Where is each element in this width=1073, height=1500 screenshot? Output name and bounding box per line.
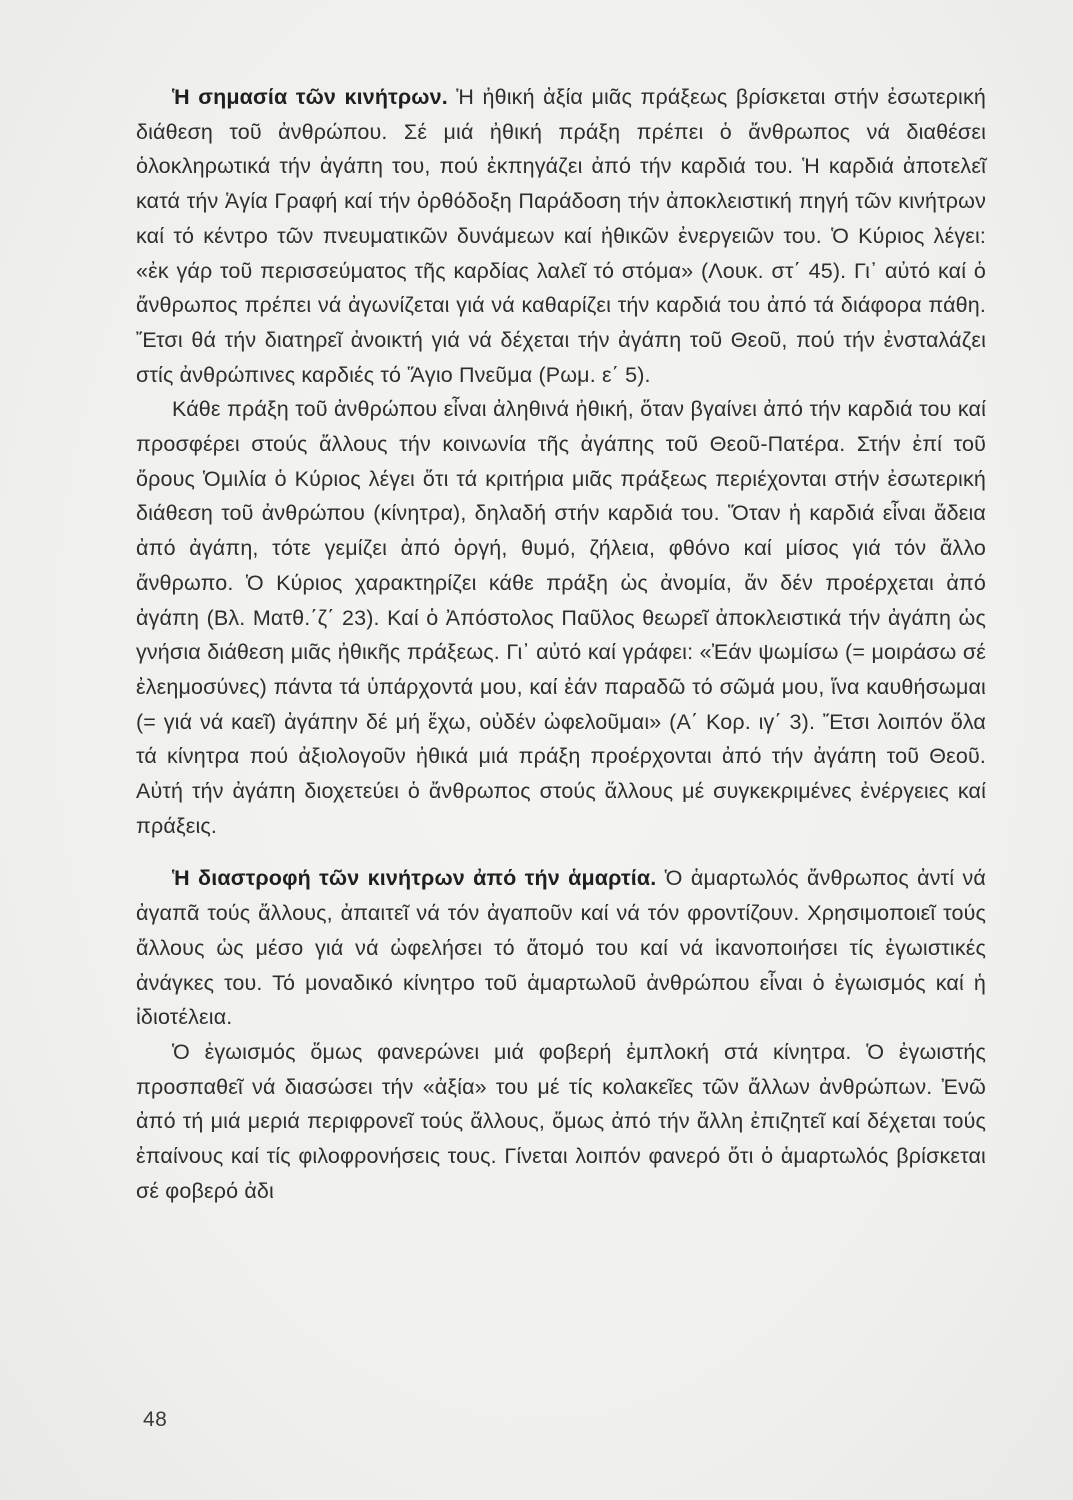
paragraph-egoism: [136, 1035, 986, 1209]
paragraph-text: Ὁ ἐγωισμός ὅμως φανερώνει μιά φοβερή ἐμπλοκή στά κίνητρα. Ὁ ἐγωιστής προσπαθεῖ νά διασώσει τήν «ἀξία» του μέ τίς κολακεῖες τῶν ἄλλων ἀνθρώπων. Ἐνῶ ἀπό τή μιά μεριά περιφρονεῖ τούς ἄλλους, ὅμως ἀπό τήν ἄλλη ἐπιζητεῖ καί δέχεται τούς ἐπαίνους καί τίς φιλοφρονήσεις τους. Γίνεται λοιπόν φανερό ὅτι ὁ ἁμαρτωλός βρίσκεται σέ φοβερό ἀδι: [136, 1039, 986, 1203]
section-heading-motives-distortion: Ἡ διαστροφή τῶν κινήτρων ἀπό τήν ἁμαρτία.: [172, 866, 657, 891]
paragraph-motives-importance: [136, 80, 986, 392]
paragraph-motives-distortion: [136, 861, 986, 1035]
page-number: 48: [143, 1408, 168, 1431]
paragraph-true-ethics: [136, 392, 986, 843]
body-text: [136, 80, 986, 1209]
paragraph-text: Κάθε πράξη τοῦ ἀνθρώπου εἶναι ἀληθινά ἠθική, ὅταν βγαίνει ἀπό τήν καρδιά του καί προσφέρει στούς ἄλλους τήν κοινωνία τῆς ἀγάπης τοῦ Θεοῦ-Πατέρα. Στήν ἐπί τοῦ ὄρους Ὁμιλία ὁ Κύριος λέγει ὅτι τά κριτήρια μιᾶς πράξεως περιέχονται στήν ἐσωτερική διάθεση τοῦ ἀνθρώπου (κίνητρα), δηλαδή στήν καρδιά του. Ὅταν ἡ καρδιά εἶναι ἄδεια ἀπό ἀγάπη, τότε γεμίζει ἀπό ὀργή, θυμό, ζήλεια, φθόνο καί μίσος γιά τόν ἄλλο ἄνθρωπο. Ὁ Κύριος χαρακτηρίζει κάθε πράξη ὡς ἀνομία, ἄν δέν προέρχεται ἀπό ἀγάπη (Βλ. Ματθ.΄ζ΄ 23). Καί ὁ Ἀπόστολος Παῦλος θεωρεῖ ἀποκλειστικά τήν ἀγάπη ὡς γνήσια διάθεση μιᾶς ἠθικῆς πράξεως. Γι᾿ αὐτό καί γράφει: «Ἐάν ψωμίσω (= μοιράσω σέ ἐλεημοσύνες) πάντα τά ὑπάρχοντά μου, καί ἐάν παραδῶ τό σῶμά μου, ἵνα καυθήσωμαι (= γιά νά καεῖ) ἀγάπην δέ μή ἔχω, οὐδέν ὠφελοῦμαι» (Α΄ Κορ. ιγ΄ 3). Ἔτσι λοιπόν ὅλα τά κίνητρα πού ἀξιολογοῦν ἠθικά μιά πράξη προέρχονται ἀπό τήν ἀγάπη τοῦ Θεοῦ. Αὐτή τήν ἀγάπη διοχετεύει ὁ ἄνθρωπος στούς ἄλλους μέ συγκεκριμένες ἐνέργειες καί πράξεις.: [136, 397, 986, 838]
paragraph-text: Ἡ ἠθική ἀξία μιᾶς πράξεως βρίσκεται στήν ἐσωτερική διάθεση τοῦ ἀνθρώπου. Σέ μιά ἠθική πράξη πρέπει ὁ ἄνθρωπος νά διαθέσει ὁλοκληρωτικά τήν ἀγάπη του, πού ἐκπηγάζει ἀπό τήν καρδιά του. Ἡ καρδιά ἀποτελεῖ κατά τήν Ἁγία Γραφή καί τήν ὀρθόδοξη Παράδοση τήν ἀποκλειστική πηγή τῶν κινήτρων καί τό κέντρο τῶν πνευματικῶν δυνάμεων καί ἠθικῶν ἐνεργειῶν του. Ὁ Κύριος λέγει: «ἐκ γάρ τοῦ περισσεύματος τῆς καρδίας λαλεῖ τό στόμα» (Λουκ. στ΄ 45). Γι᾿ αὐτό καί ὁ ἄνθρωπος πρέπει νά ἀγωνίζεται γιά νά καθαρίζει τήν καρδιά του ἀπό τά διάφορα πάθη. Ἔτσι θά τήν διατηρεῖ ἀνοικτή γιά νά δέχεται τήν ἀγάπη τοῦ Θεοῦ, πού τήν ἐνσταλάζει στίς ἀνθρώπινες καρδιές τό Ἅγιο Πνεῦμα (Ρωμ. ε΄ 5).: [136, 85, 986, 387]
section-heading-motives-importance: Ἡ σημασία τῶν κινήτρων.: [172, 85, 448, 109]
paragraph-text: Ὁ ἁμαρτωλός ἄνθρωπος ἀντί νά ἀγαπᾶ τούς ἄλλους, ἀπαιτεῖ νά τόν ἀγαποῦν καί νά τόν φροντίζουν. Χρησιμοποιεῖ τούς ἄλλους ὡς μέσο γιά νά ὠφελήσει τό ἄτομό του καί νά ἱκανοποιήσει τίς ἐγωιστικές ἀνάγκες του. Τό μοναδικό κίνητρο τοῦ ἁμαρτωλοῦ ἀνθρώπου εἶναι ὁ ἐγωισμός καί ἡ ἰδιοτέλεια.: [136, 866, 986, 1030]
